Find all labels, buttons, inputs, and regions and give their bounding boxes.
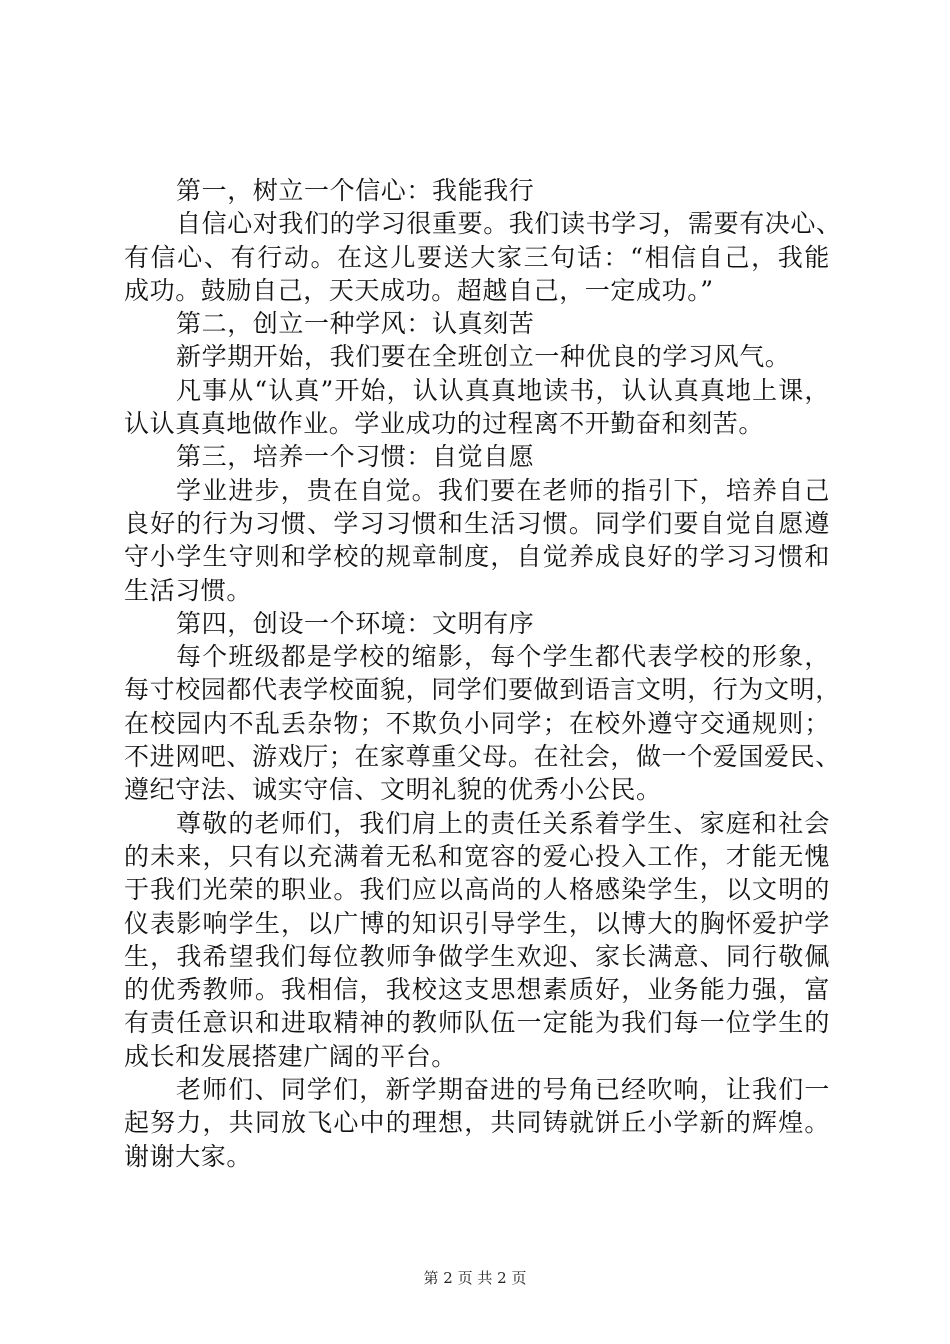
text-line: 起努力，共同放飞心中的理想，共同铸就饼丘小学新的辉煌。 (124, 1108, 830, 1138)
text-line: 守小学生守则和学校的规章制度，自觉养成良好的学习习惯和 (124, 542, 830, 572)
text-line: 第三，培养一个习惯：自觉自愿 (176, 442, 535, 472)
text-line: 第四，创设一个环境：文明有序 (176, 608, 535, 638)
text-line: 成功。鼓励自己，天天成功。超越自己，一定成功。” (124, 275, 714, 305)
text-line: 自信心对我们的学习很重要。我们读书学习，需要有决心、 (176, 209, 842, 239)
text-line: 尊敬的老师们，我们肩上的责任关系着学生、家庭和社会 (176, 808, 830, 838)
text-line: 凡事从“认真”开始，认认真真地读书，认认真真地上课， (176, 375, 830, 405)
page-footer: 第 2 页 共 2 页 (423, 1269, 527, 1287)
text-line: 生，我希望我们每位教师争做学生欢迎、家长满意、同行敬佩 (124, 941, 830, 971)
text-line: 认认真真地做作业。学业成功的过程离不开勤奋和刻苦。 (124, 409, 765, 439)
text-line: 不进网吧、游戏厅；在家尊重父母。在社会，做一个爱国爱民、 (124, 742, 841, 772)
document-body (124, 174, 842, 1173)
text-line: 学业进步，贵在自觉。我们要在老师的指引下，培养自己 (176, 475, 830, 505)
text-line: 有责任意识和进取精神的教师队伍一定能为我们每一位学生的 (124, 1008, 830, 1038)
text-line: 的未来，只有以充满着无私和宽容的爱心投入工作，才能无愧 (124, 841, 830, 871)
text-line: 遵纪守法、诚实守信、文明礼貌的优秀小公民。 (124, 775, 662, 805)
text-line: 良好的行为习惯、学习习惯和生活习惯。同学们要自觉自愿遵 (124, 508, 830, 538)
text-line: 于我们光荣的职业。我们应以高尚的人格感染学生，以文明的 (124, 875, 830, 905)
text-line: 仪表影响学生，以广博的知识引导学生，以博大的胸怀爱护学 (124, 908, 830, 938)
text-line: 生活习惯。 (124, 575, 253, 605)
text-line: 第一，树立一个信心：我能我行 (176, 176, 535, 205)
text-line: 的优秀教师。我相信，我校这支思想素质好，业务能力强，富 (124, 975, 830, 1005)
text-line: 每个班级都是学校的缩影，每个学生都代表学校的形象， (176, 642, 830, 672)
text-line: 每寸校园都代表学校面貌，同学们要做到语言文明，行为文明， (124, 675, 841, 705)
text-line: 有信心、有行动。在这儿要送大家三句话：“相信自己，我能 (124, 242, 830, 272)
text-line: 谢谢大家。 (124, 1141, 253, 1171)
text-line: 第二，创立一种学风：认真刻苦 (176, 309, 535, 339)
text-line: 新学期开始，我们要在全班创立一种优良的学习风气。 (176, 342, 791, 372)
text-line: 成长和发展搭建广阔的平台。 (124, 1041, 457, 1071)
text-line: 老师们、同学们，新学期奋进的号角已经吹响，让我们一 (176, 1075, 830, 1105)
text-line: 在校园内不乱丢杂物；不欺负小同学；在校外遵守交通规则； (124, 708, 830, 738)
